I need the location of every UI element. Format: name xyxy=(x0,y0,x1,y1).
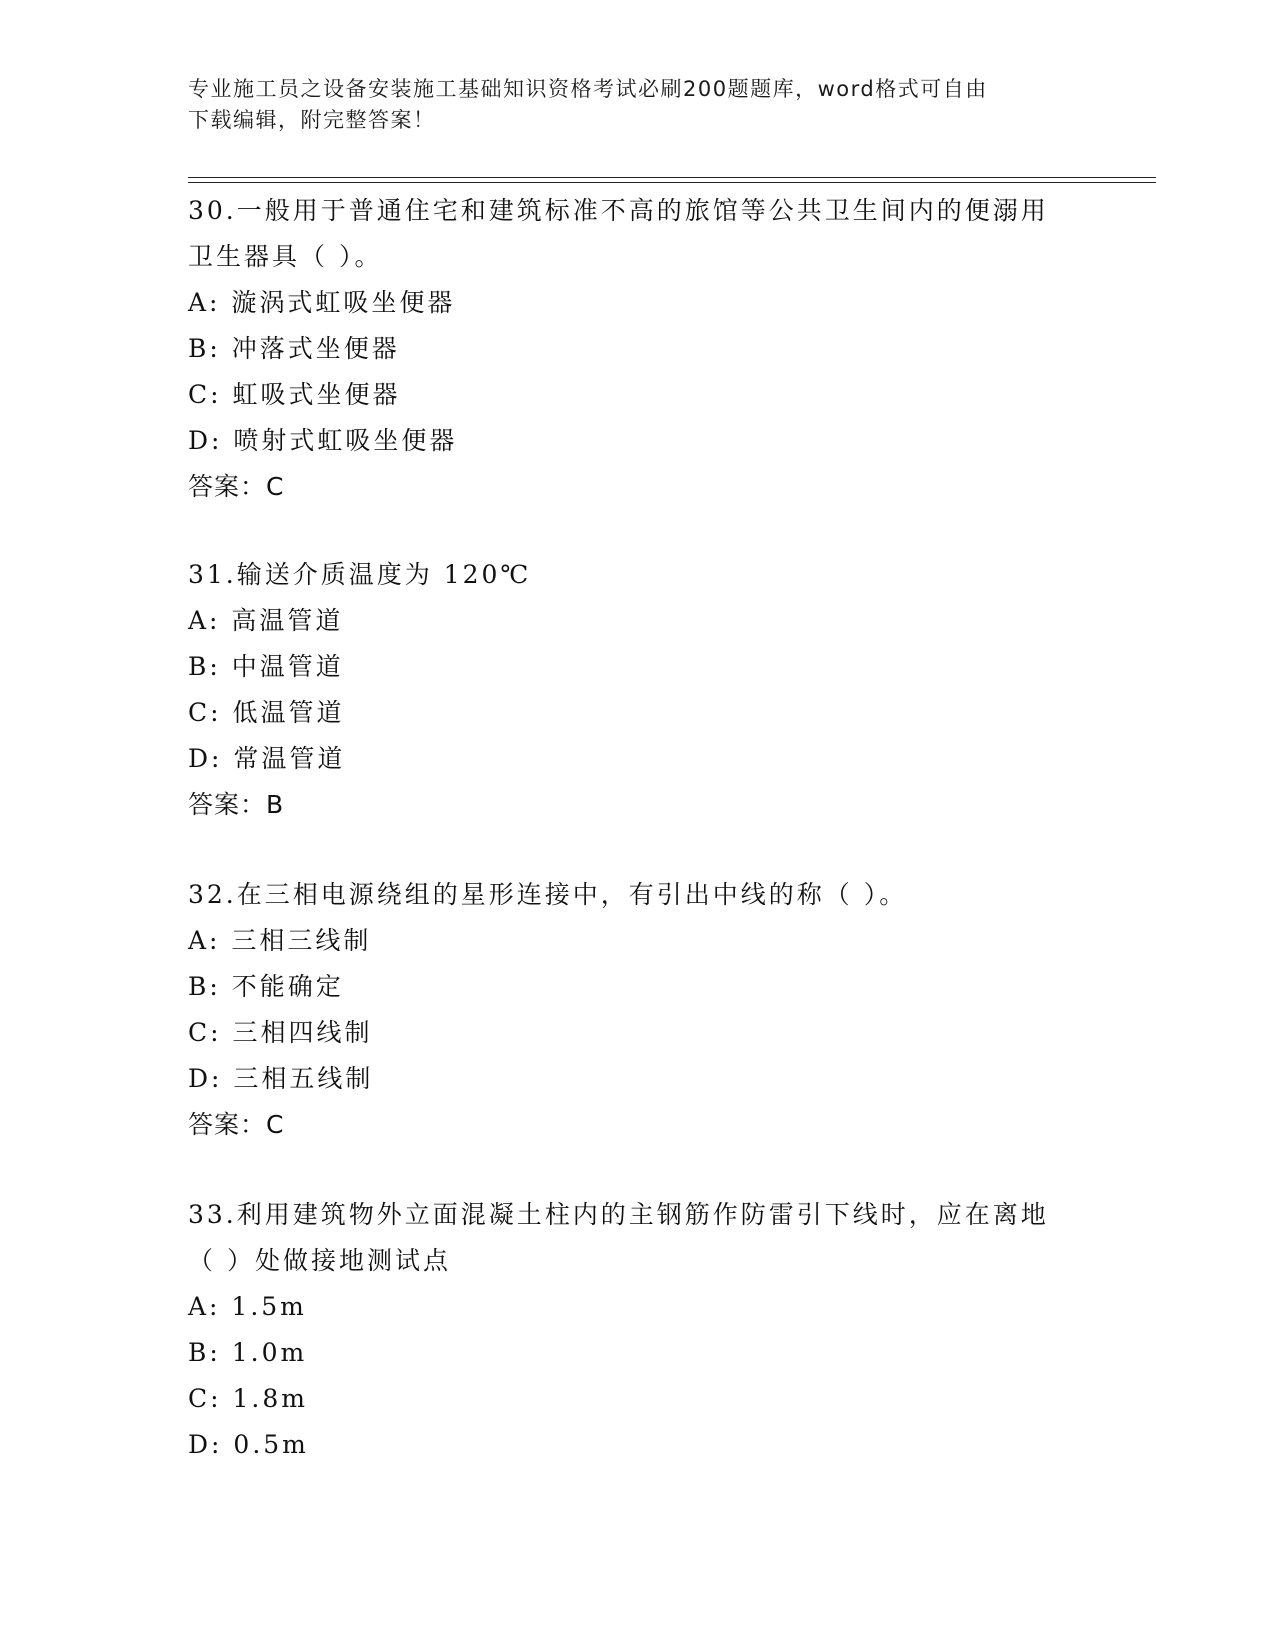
option-d: D: 三相五线制 xyxy=(188,1064,374,1093)
question-30 xyxy=(188,188,1088,510)
answer: 答案：C xyxy=(188,1110,285,1139)
option-c: C: 低温管道 xyxy=(188,698,345,727)
option-d: D: 常温管道 xyxy=(188,744,346,773)
option-d: D: 0.5m xyxy=(188,1430,309,1459)
question-stem: 30.一般用于普通住宅和建筑标准不高的旅馆等公共卫生间内的便溺用 xyxy=(188,196,1049,225)
answer: 答案：C xyxy=(188,472,285,501)
document-header xyxy=(188,74,1088,136)
answer: 答案：B xyxy=(188,790,285,819)
question-stem: 31.输送介质温度为 120℃ xyxy=(188,560,532,589)
question-31 xyxy=(188,552,1088,828)
header-line-2: 下载编辑，附完整答案！ xyxy=(188,108,436,132)
option-c: C: 虹吸式坐便器 xyxy=(188,380,401,409)
option-a: A: 高温管道 xyxy=(188,606,344,635)
option-b: B: 不能确定 xyxy=(188,972,344,1001)
option-c: C: 1.8m xyxy=(188,1384,308,1413)
option-d: D: 喷射式虹吸坐便器 xyxy=(188,426,458,455)
option-a: A: 漩涡式虹吸坐便器 xyxy=(188,288,456,317)
question-stem: 33.利用建筑物外立面混凝土柱内的主钢筋作防雷引下线时，应在离地 xyxy=(188,1200,1049,1229)
option-b: B: 1.0m xyxy=(188,1338,308,1367)
question-33 xyxy=(188,1192,1088,1468)
option-a: A: 1.5m xyxy=(188,1292,307,1321)
option-b: B: 冲落式坐便器 xyxy=(188,334,400,363)
option-c: C: 三相四线制 xyxy=(188,1018,373,1047)
option-b: B: 中温管道 xyxy=(188,652,344,681)
header-line-1: 专业施工员之设备安装施工基础知识资格考试必刷200题题库，word格式可自由 xyxy=(188,77,988,101)
header-divider-top xyxy=(188,177,1156,178)
option-a: A: 三相三线制 xyxy=(188,926,372,955)
question-32 xyxy=(188,872,1088,1148)
header-divider-bottom xyxy=(188,182,1156,183)
question-stem-continued: （ ）处做接地测试点 xyxy=(188,1246,451,1275)
question-stem: 32.在三相电源绕组的星形连接中，有引出中线的称（ ）。 xyxy=(188,880,908,909)
question-stem-continued: 卫生器具（ ）。 xyxy=(188,242,383,271)
